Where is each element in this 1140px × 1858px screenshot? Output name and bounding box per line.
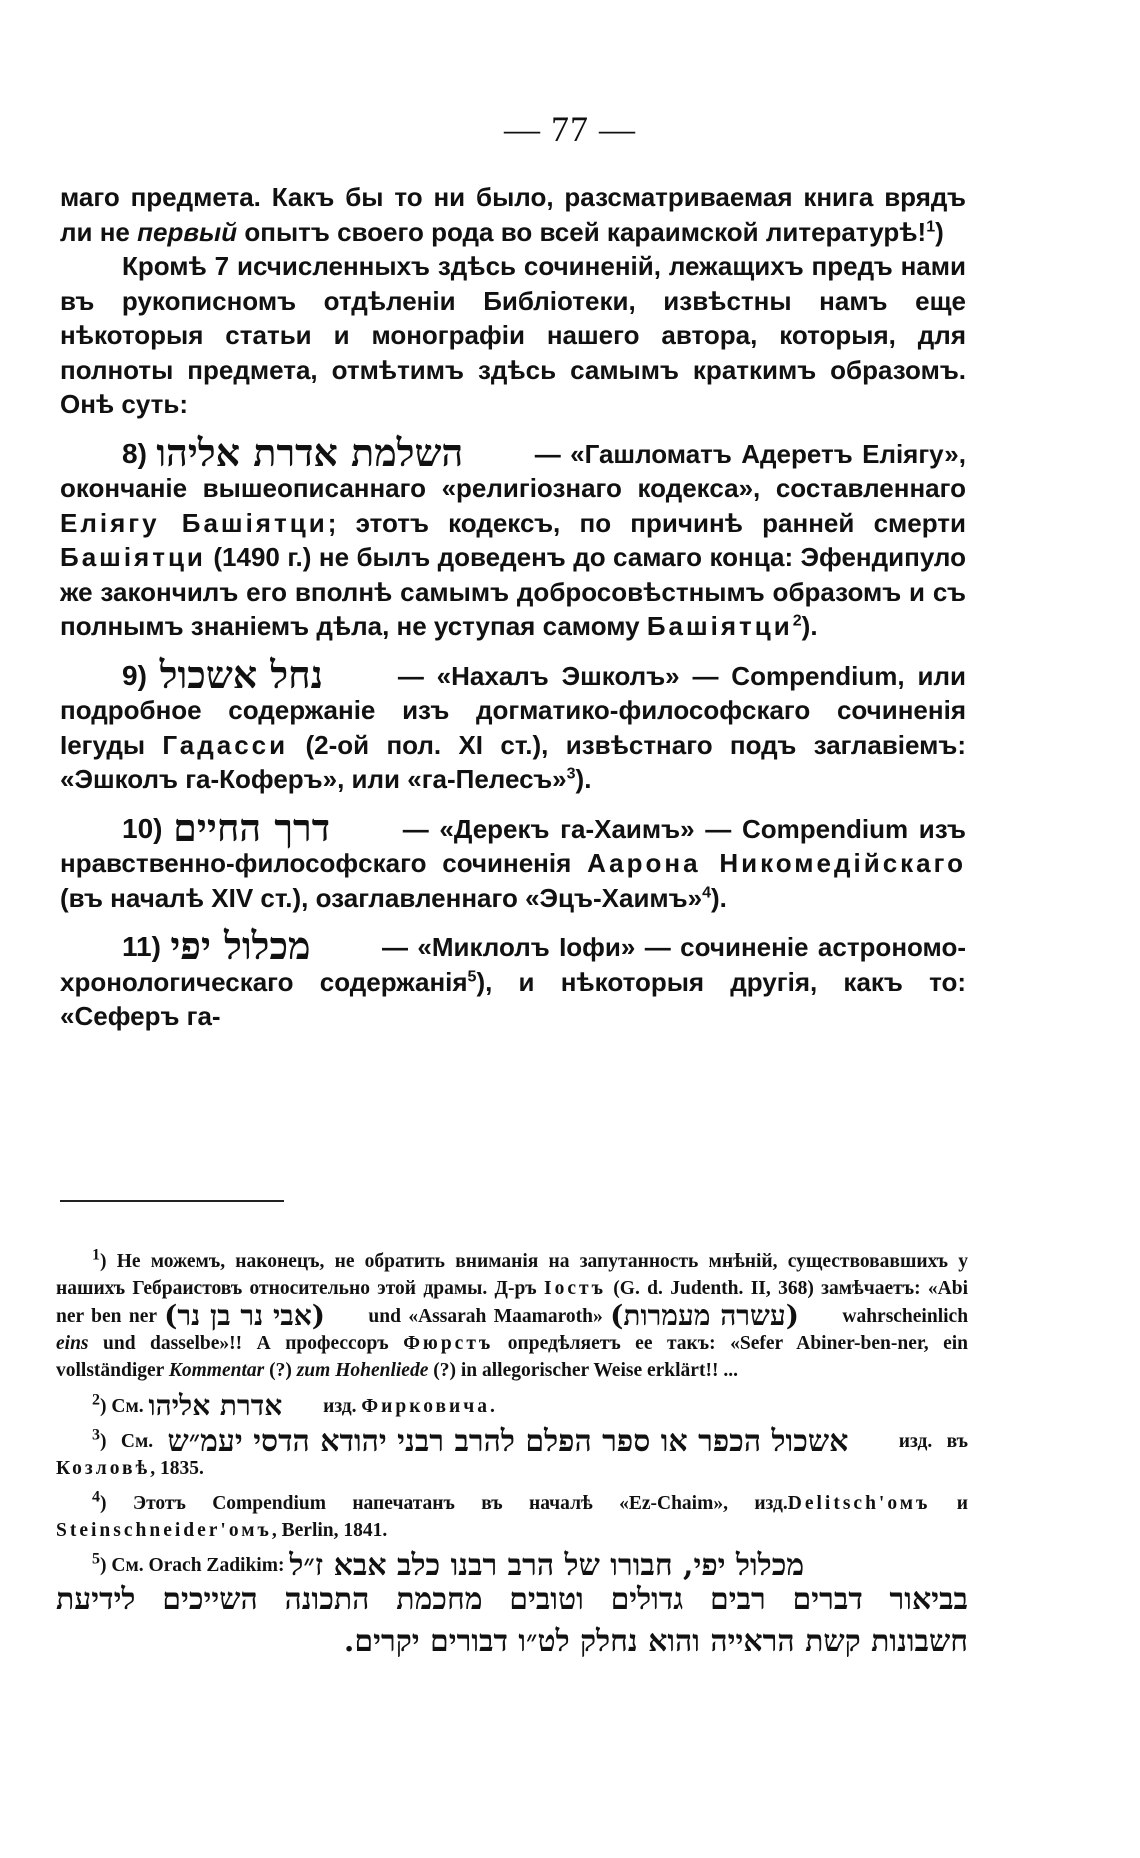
footnote-3-name: Козловѣ — [56, 1458, 151, 1479]
footnote-3 — [56, 1424, 969, 1482]
footnote-1-text-b: (G. d. Judenth. II, 368) замѣчаетъ: «Abi ner ben ner — [56, 1278, 969, 1327]
item-8 — [60, 429, 966, 644]
item-10 — [60, 804, 966, 916]
footnote-1-text-g: (?) — [269, 1360, 292, 1381]
item-10-title: «Дерекъ га-Хаимъ» — [439, 813, 695, 844]
main-text — [60, 180, 966, 1034]
footnote-4-name-b: Steinschneider'омъ — [56, 1520, 272, 1541]
footnote-3-hebrew: אשכול הכפר או ספר הפלם להרב רבני יהודא הדסי יעמ״ש — [167, 1424, 849, 1459]
item-11-dash: — — [381, 932, 408, 962]
item-8-title: «Гашломатъ Адеретъ Еліягу», — [570, 438, 966, 469]
item-8-close: ). — [801, 611, 818, 641]
footnote-4-name-a: Delitsch'омъ — [787, 1493, 931, 1514]
item-9-hebrew-title: נחל אשכול — [159, 651, 323, 697]
footnote-1-text-c: und «Assarah Maamaroth» — [368, 1306, 603, 1327]
item-9-text-b: (2-ой пол. XI ст.), извѣстнаго подъ заглавіемъ: «Эшколъ га-Коферъ», или «га-Пелесъ» — [60, 729, 966, 794]
footnote-1-text-h: (?) in allegorischer Weise erklärt!! ... — [433, 1360, 738, 1381]
footnote-ref-1[interactable]: 1 — [926, 217, 936, 235]
footnote-1-italic-c: zum Hohenliede — [296, 1360, 429, 1381]
footnote-2-name: Фирковича. — [361, 1396, 498, 1417]
footnote-ref-4[interactable]: 4 — [702, 883, 711, 901]
item-10-hebrew-title: דרך החיים — [173, 804, 330, 850]
item-8-number: 8) — [122, 437, 147, 469]
item-8-name-c: Башіятци — [646, 611, 793, 641]
intro-close: ) — [935, 216, 944, 247]
page-number: — 77 — — [504, 109, 636, 149]
intro-paragraph — [60, 180, 966, 249]
footnote-5-hebrew-2: בביאור דברים רבים גדולים וטובים מחכמת התכונה השייכים לידיעת — [56, 1582, 968, 1617]
item-11-text-a: — сочиненіе астрономо-хронологическаго содержанія — [60, 932, 966, 997]
footnote-2-text-a: ) См. — [100, 1396, 144, 1417]
footnote-1-text-e: und dasselbe»!! А профессоръ — [103, 1333, 389, 1354]
footnote-2-hebrew: אדרת אליהו — [148, 1389, 283, 1422]
footnote-4-text-b: и — [956, 1493, 968, 1514]
footnote-1-marker: 1 — [92, 1246, 100, 1264]
footnote-1 — [56, 1248, 968, 1384]
item-11-hebrew-title: מכלול יפי — [170, 923, 311, 968]
footnote-ref-2[interactable]: 2 — [792, 612, 802, 630]
paragraph-works: Кромѣ 7 исчисленныхъ здѣсь сочиненій, лежащихъ предъ нами въ рукописномъ отдѣленіи Библіотеки, извѣстны намъ еще нѣкоторыя статьи и монографіи нашего автора, которыя, для полноты предмета, отмѣтимъ здѣсь самымъ краткимъ образомъ. Онѣ суть: — [60, 251, 966, 419]
footnote-5-text-a: ) См. Orach Zadikim: — [100, 1555, 285, 1576]
item-9 — [60, 651, 966, 797]
footnote-1-hebrew-b: (עשרה מעמרות) — [610, 1299, 799, 1332]
item-9-text-a: — Compendium, или подробное содержаніе изъ догматико-философскаго сочиненія Іегуды — [60, 660, 966, 760]
item-11-number: 11) — [122, 931, 161, 962]
item-8-dash: — — [534, 438, 561, 469]
footnote-5 — [56, 1548, 968, 1583]
footnote-1-text-f: опредѣляетъ ее такъ: «Sefer Abiner-ben-ner, ein vollständiger — [56, 1333, 969, 1381]
footnote-4-text-a: ) Этотъ Compendium напечатанъ въ началѣ «Ez-Chaim», изд. — [100, 1493, 788, 1514]
item-9-dash: — — [397, 660, 424, 691]
footnote-3-marker: 3 — [92, 1426, 100, 1444]
item-8-name-a: Еліягу Башіятци — [60, 507, 328, 538]
footnote-divider — [60, 1200, 284, 1202]
footnote-1-italic-b: Kommentar — [168, 1360, 265, 1381]
item-10-text-b: (въ началѣ XIV ст.), озаглавленнаго «Эцъ-Хаимъ» — [60, 882, 703, 913]
intro-italic-word: первый — [137, 216, 238, 247]
item-10-dash: — — [402, 813, 429, 844]
item-10-number: 10) — [122, 812, 163, 844]
item-9-close: ). — [575, 764, 592, 794]
footnote-5-hebrew-1: מכלול יפי, חבורו של הרב רבנו כלב אבא ז״ל — [289, 1548, 805, 1583]
footnote-4-marker: 4 — [92, 1488, 100, 1506]
footnote-1-name-b: Фюрстъ — [403, 1333, 494, 1354]
footnote-1-hebrew-a: (אבי נר בן נר) — [164, 1299, 326, 1332]
item-8-name-b: Башіятци — [60, 542, 206, 572]
footnote-2-text-b: изд. — [323, 1396, 357, 1417]
footnote-ref-5[interactable]: 5 — [467, 967, 477, 985]
footnote-4-text-c: , Berlin, 1841. — [271, 1520, 388, 1541]
item-9-name-a: Гадасси — [162, 729, 289, 760]
item-8-text-a: окончаніе вышеописаннаго «религіознаго кодекса», составленнаго — [60, 473, 966, 503]
item-8-text-c: (1490 г.) не былъ доведенъ до самаго конца: Эфендипуло же закончилъ его вполнѣ самымъ добросовѣстнымъ образомъ и съ полнымъ знаніемъ дѣла, не уступая самому — [60, 542, 966, 641]
footnote-5-marker: 5 — [92, 1550, 100, 1568]
item-11-title: «Миклолъ Іофи» — [417, 932, 636, 962]
footnote-1-name-a: Іостъ — [544, 1278, 606, 1299]
item-10-close: ). — [710, 882, 727, 913]
item-8-text-b: ; этотъ кодексъ, по причинѣ ранней смерти — [327, 507, 966, 538]
item-11-text-b: ), и нѣкоторыя другія, какъ то: «Сеферъ га- — [60, 966, 966, 1031]
footnote-3-text-a: ) См. — [100, 1431, 154, 1452]
item-9-number: 9) — [122, 659, 147, 691]
footnote-ref-3[interactable]: 3 — [566, 765, 576, 783]
footnote-5-hebrew-3: חשבונות קשת הראייה והוא נחלק לט״ו דבורים יקרים. — [343, 1624, 968, 1659]
intro-line-1: маго предмета. Какъ бы то ни было, разсматриваемая книга врядъ ли не — [60, 182, 966, 247]
footnotes — [56, 1248, 968, 1663]
item-10-text-a: — Compendium изъ нравственно-философскаго сочиненія — [60, 813, 966, 878]
item-9-title: «Нахалъ Эшколъ» — [436, 660, 680, 691]
item-11 — [60, 923, 966, 1034]
footnote-1-italic-a: eins — [56, 1333, 89, 1354]
footnote-4 — [56, 1490, 968, 1544]
intro-line-2: опытъ своего рода во всей караимской литературѣ! — [244, 216, 927, 247]
footnote-2-marker: 2 — [92, 1391, 100, 1409]
footnote-2 — [56, 1389, 968, 1422]
item-8-hebrew-title: השלמת אדרת אליהו — [156, 429, 464, 475]
item-10-name-a: Аарона Никомедійскаго — [587, 848, 966, 878]
footnote-1-text-d: wahrscheinlich — [842, 1306, 969, 1327]
footnote-3-text-b: изд. въ — [898, 1431, 969, 1452]
footnote-1-text-a: ) Не можемъ, наконецъ, не обратить вниманія на запутанность мнѣній, существовавшихъ у нашихъ Гебраистовъ относительно этой драмы. Д-ръ — [56, 1251, 968, 1299]
footnote-3-text-c: , 1835. — [150, 1458, 204, 1479]
